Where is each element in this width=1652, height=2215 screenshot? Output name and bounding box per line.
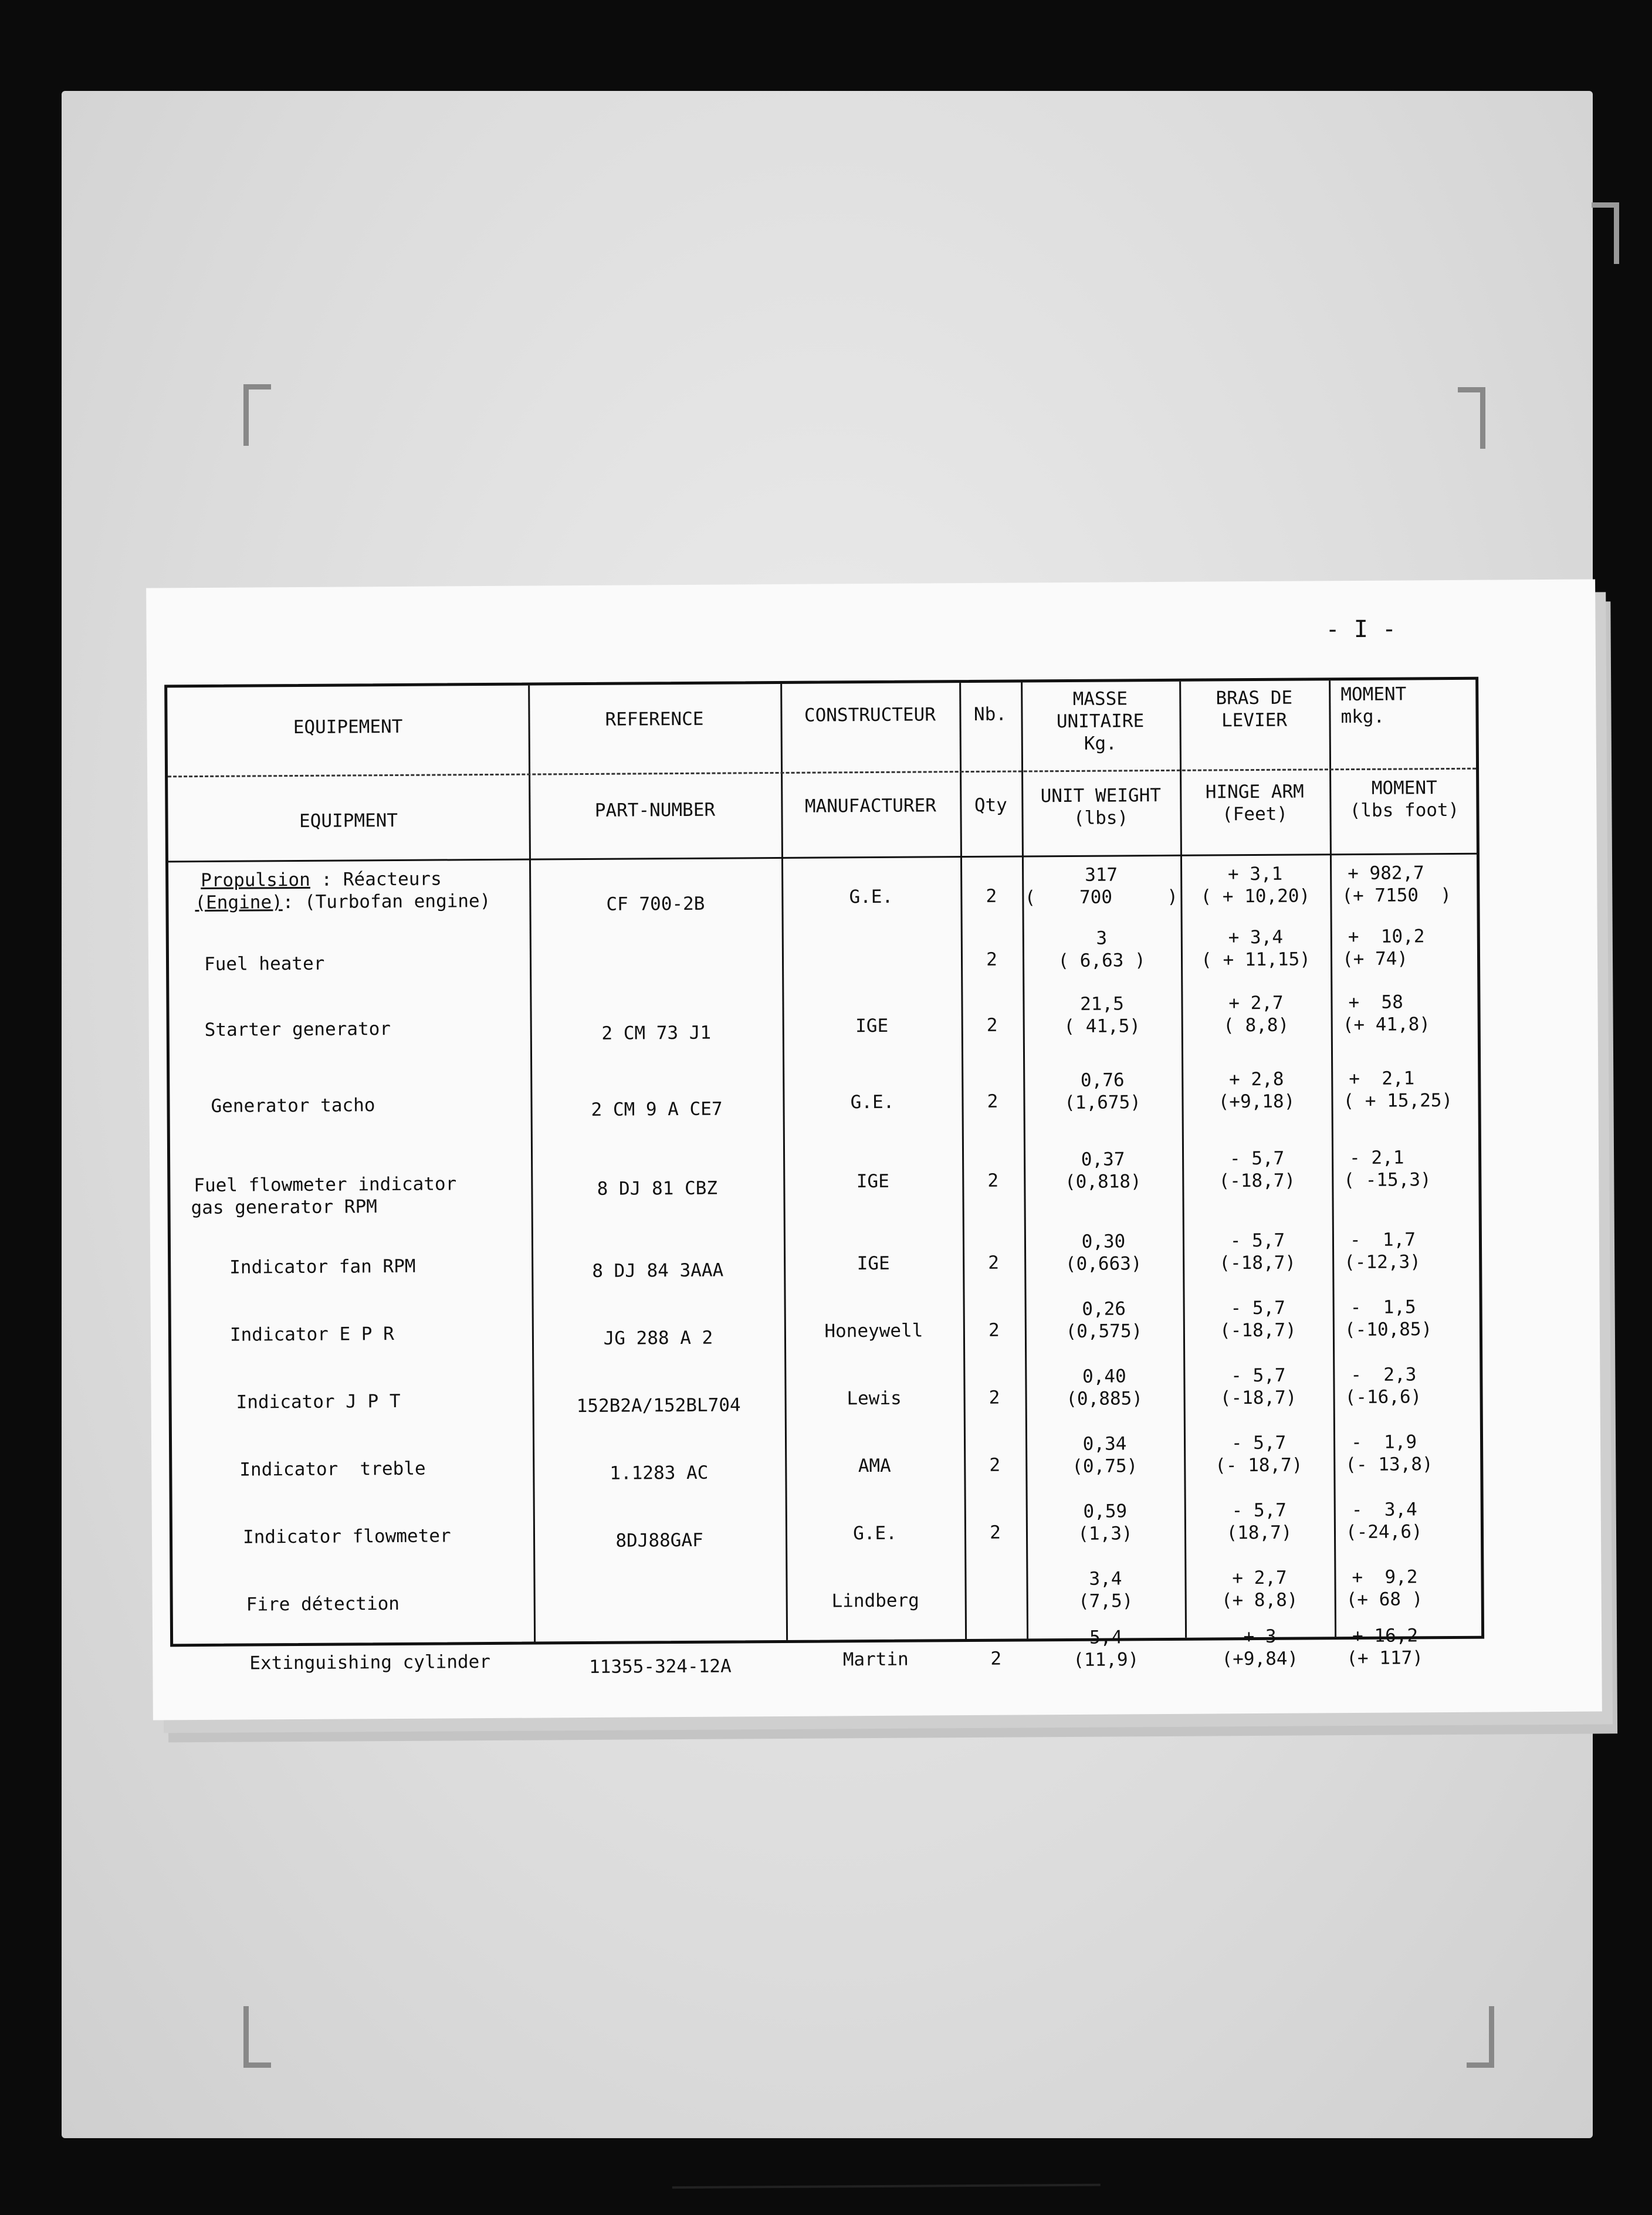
col-header-masse: MASSE UNITAIRE Kg.	[1056, 688, 1145, 754]
manufacturer: G.E.	[853, 1522, 897, 1545]
unit-weight-kg: 317	[1085, 864, 1118, 886]
hinge-arm-m: - 5,7	[1229, 1147, 1285, 1170]
crop-mark-top-right	[1458, 387, 1485, 449]
manufacturer: AMA	[858, 1455, 891, 1477]
quantity: 2	[988, 1319, 1000, 1341]
col-divider	[780, 684, 788, 1640]
col-header-qty: Qty	[974, 794, 1008, 816]
hinge-arm-feet: (+9,84)	[1221, 1648, 1299, 1670]
manufacturer: Lindberg	[831, 1590, 919, 1612]
equipment-table	[164, 677, 1484, 1678]
moment-lbs-foot: (-24,6)	[1345, 1521, 1423, 1543]
hinge-arm-feet: (-18,7)	[1218, 1170, 1296, 1192]
unit-weight-lbs: ( 6,63 )	[1058, 950, 1146, 972]
unit-weight-lbs: (7,5)	[1078, 1590, 1133, 1612]
hinge-arm-m: + 3,1	[1227, 863, 1283, 885]
unit-weight-lbs: (11,9)	[1073, 1649, 1139, 1671]
quantity: 2	[986, 885, 997, 907]
hinge-arm-feet: (-18,7)	[1219, 1252, 1296, 1274]
unit-weight-kg: 0,26	[1082, 1298, 1126, 1320]
moment-mkg: + 16,2	[1352, 1625, 1419, 1647]
moment-lbs-foot: (-16,6)	[1345, 1386, 1422, 1408]
crop-mark-bottom-left	[243, 2006, 271, 2068]
hinge-arm-m: - 5,7	[1231, 1432, 1287, 1454]
manufacturer	[782, 949, 961, 950]
hinge-arm-m: - 5,7	[1230, 1297, 1285, 1319]
crop-mark-bottom-right	[1467, 2006, 1494, 2068]
quantity: 2	[987, 1090, 998, 1112]
quantity: 2	[990, 1648, 1002, 1669]
manufacturer: G.E.	[849, 886, 893, 908]
part-number: 8 DJ 81 CBZ	[597, 1177, 718, 1200]
unit-weight-kg: 0,40	[1082, 1366, 1126, 1387]
moment-mkg: + 9,2	[1352, 1566, 1418, 1589]
col-header-moment-fr: MOMENT mkg.	[1340, 683, 1407, 728]
film-frame	[62, 91, 1593, 2138]
equipment-name: Fuel flowmeter indicator	[194, 1173, 457, 1197]
equipment-name: Indicator E P R	[229, 1323, 394, 1346]
hinge-arm-feet: ( + 10,20)	[1200, 885, 1311, 907]
hinge-arm-m: - 5,7	[1231, 1364, 1286, 1387]
unit-weight-lbs: (0,663)	[1065, 1253, 1142, 1275]
moment-lbs-foot: (-10,85)	[1344, 1319, 1433, 1341]
unit-weight-lbs: (0,75)	[1072, 1455, 1138, 1477]
col-divider	[528, 686, 536, 1642]
equipment-name: Starter generator	[204, 1018, 391, 1041]
part-number: 11355-324-12A	[588, 1655, 732, 1678]
hinge-arm-feet: (- 18,7)	[1215, 1454, 1303, 1476]
col-header-unit-weight: UNIT WEIGHT (lbs)	[1040, 785, 1162, 829]
header-dashed-rule	[168, 768, 1476, 778]
moment-lbs-foot: (+ 7150 )	[1342, 884, 1452, 907]
quantity: 2	[988, 1252, 1000, 1274]
equipment-name: Fuel heater	[204, 953, 325, 975]
hinge-arm-feet: ( + 11,15)	[1201, 949, 1311, 971]
unit-weight-kg: 21,5	[1080, 993, 1124, 1015]
crop-mark-corner	[1592, 202, 1619, 264]
hinge-arm-feet: (18,7)	[1226, 1522, 1292, 1544]
quantity: 2	[989, 1454, 1001, 1476]
equipment-name: Indicator flowmeter	[242, 1525, 451, 1548]
propulsion-label-fr	[201, 868, 442, 892]
col-header-nb: Nb.	[973, 703, 1007, 725]
unit-weight-lbs: (0,575)	[1065, 1320, 1143, 1343]
moment-lbs-foot: (- 13,8)	[1345, 1454, 1433, 1476]
col-header-equipment: EQUIPMENT	[299, 810, 398, 832]
moment-mkg: - 2,1	[1349, 1147, 1404, 1169]
engine-label: (Engine)	[195, 892, 283, 914]
part-number: CF 700-2B	[606, 893, 705, 915]
quantity: 2	[989, 1387, 1000, 1408]
propulsion-rest: : Réacteurs	[310, 868, 442, 890]
moment-lbs-foot: (+ 74)	[1342, 948, 1409, 970]
hinge-arm-m: + 2,7	[1228, 992, 1284, 1014]
unit-weight-lbs: (0,885)	[1066, 1388, 1143, 1410]
equipment-name: Indicator fan RPM	[229, 1255, 416, 1278]
unit-weight-kg: 5,4	[1089, 1627, 1123, 1648]
unit-weight-kg: 0,59	[1083, 1501, 1128, 1522]
part-number: 8 DJ 84 3AAA	[592, 1259, 724, 1282]
hinge-arm-feet: (-18,7)	[1219, 1319, 1296, 1342]
equipment-name: Extinguishing cylinder	[249, 1651, 491, 1674]
moment-mkg: - 3,4	[1351, 1499, 1417, 1521]
moment-mkg: - 1,9	[1350, 1431, 1417, 1454]
moment-mkg: + 982,7	[1348, 862, 1424, 885]
unit-weight-kg: 0,34	[1082, 1433, 1127, 1455]
quantity: 2	[987, 1170, 999, 1191]
crop-mark-top-left	[243, 384, 271, 446]
unit-weight-kg: 0,37	[1081, 1149, 1125, 1170]
header-rule	[168, 853, 1477, 863]
col-header-part-number: PART-NUMBER	[594, 799, 716, 821]
hinge-arm-m: + 3	[1243, 1625, 1277, 1648]
equipment-name: Generator tacho	[211, 1095, 375, 1117]
bottom-rule	[672, 2184, 1101, 2189]
page-number: - I -	[1325, 615, 1397, 643]
propulsion-label-en	[195, 890, 490, 914]
col-header-equipement: EQUIPEMENT	[293, 716, 403, 739]
moment-lbs-foot: (+ 68 )	[1346, 1589, 1423, 1611]
hinge-arm-m: + 2,8	[1228, 1068, 1284, 1090]
hinge-arm-feet: (+9,18)	[1218, 1090, 1295, 1113]
equipment-name-line2: gas generator RPM	[191, 1196, 377, 1219]
unit-weight-lbs: ( 41,5)	[1064, 1015, 1141, 1038]
moment-mkg: - 1,5	[1350, 1296, 1416, 1319]
equipment-name: Indicator treble	[239, 1458, 426, 1481]
quantity: 2	[986, 1014, 998, 1036]
moment-mkg: - 1,7	[1349, 1229, 1416, 1251]
quantity: 2	[990, 1522, 1001, 1543]
equipment-name: Fire détection	[246, 1593, 400, 1615]
part-number: 8DJ88GAF	[615, 1529, 703, 1552]
part-number: 2 CM 73 J1	[601, 1022, 712, 1044]
moment-mkg: - 2,3	[1350, 1364, 1417, 1386]
manufacturer: G.E.	[850, 1091, 895, 1113]
manufacturer: Lewis	[847, 1387, 902, 1410]
moment-lbs-foot: ( + 15,25)	[1343, 1089, 1453, 1112]
part-number: 1.1283 AC	[610, 1462, 709, 1484]
unit-weight-lbs: ( 700 )	[1024, 886, 1179, 909]
equipment-name: Indicator J P T	[236, 1390, 401, 1413]
moment-mkg: + 2,1	[1349, 1068, 1415, 1090]
manufacturer: Martin	[842, 1648, 909, 1671]
hinge-arm-m: - 5,7	[1230, 1230, 1285, 1252]
moment-mkg: + 58	[1348, 991, 1403, 1014]
manufacturer: IGE	[857, 1252, 890, 1275]
engine-rest: : (Turbofan engine)	[282, 890, 491, 913]
col-header-manufacturer: MANUFACTURER	[804, 795, 937, 817]
unit-weight-lbs: (1,3)	[1078, 1523, 1133, 1545]
hinge-arm-feet: (+ 8,8)	[1221, 1589, 1298, 1611]
quantity: 2	[986, 949, 997, 970]
col-header-moment-en: MOMENT (lbs foot)	[1349, 777, 1460, 822]
moment-mkg: + 10,2	[1348, 926, 1425, 948]
unit-weight-lbs: (0,818)	[1064, 1171, 1142, 1193]
hinge-arm-m: + 2,7	[1232, 1567, 1287, 1589]
col-header-constructeur: CONSTRUCTEUR	[804, 704, 936, 726]
hinge-arm-m: - 5,7	[1231, 1499, 1287, 1522]
unit-weight-kg: 0,76	[1080, 1069, 1125, 1091]
col-header-reference: REFERENCE	[605, 708, 704, 730]
moment-lbs-foot: (-12,3)	[1344, 1251, 1421, 1274]
moment-lbs-foot: (+ 41,8)	[1342, 1014, 1431, 1036]
part-number	[534, 1596, 786, 1598]
col-header-bras: BRAS DE LEVIER	[1216, 687, 1293, 731]
col-header-hinge-arm: HINGE ARM (Feet)	[1205, 781, 1304, 825]
hinge-arm-feet: (-18,7)	[1220, 1387, 1297, 1409]
document-sheet	[146, 579, 1602, 1720]
part-number	[530, 956, 782, 957]
part-number: JG 288 A 2	[603, 1327, 713, 1349]
unit-weight-kg: 0,30	[1081, 1231, 1126, 1252]
unit-weight-kg: 3	[1096, 927, 1108, 949]
manufacturer: IGE	[856, 1170, 889, 1193]
moment-lbs-foot: ( -15,3)	[1343, 1169, 1431, 1191]
part-number: 152B2A/152BL704	[576, 1394, 741, 1417]
hinge-arm-feet: ( 8,8)	[1223, 1014, 1289, 1037]
manufacturer: IGE	[855, 1015, 889, 1037]
propulsion-label: Propulsion	[201, 869, 310, 892]
hinge-arm-m: + 3,4	[1228, 926, 1284, 949]
moment-lbs-foot: (+ 117)	[1346, 1647, 1424, 1669]
part-number: 2 CM 9 A CE7	[591, 1098, 723, 1120]
col-divider	[959, 683, 967, 1639]
unit-weight-lbs: (1,675)	[1064, 1092, 1141, 1114]
unit-weight-kg: 3,4	[1089, 1568, 1122, 1590]
manufacturer: Honeywell	[824, 1320, 923, 1342]
